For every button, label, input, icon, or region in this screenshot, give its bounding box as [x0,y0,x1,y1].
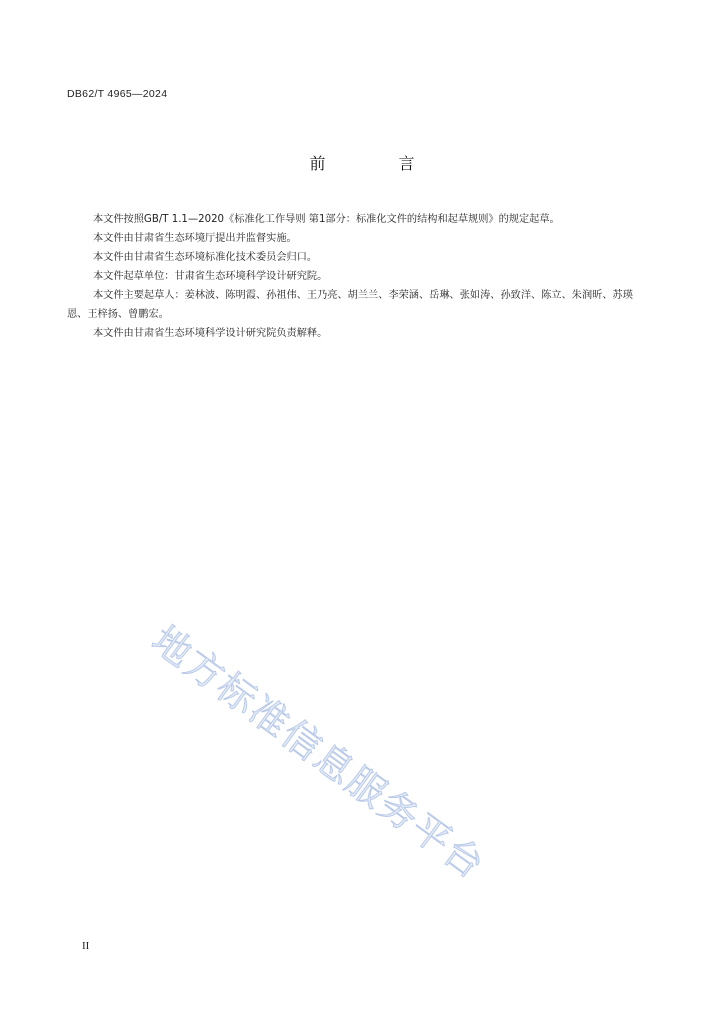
paragraph-centralized-unit: 本文件由甘肃省生态环境标准化技术委员会归口。 [93,252,318,263]
paragraph-interpretation: 本文件由甘肃省生态环境科学设计研究院负责解释。 [93,328,328,339]
paragraph-drafting-rules: 本文件按照GB/T 1.1—2020《标准化工作导则 第1部分：标准化文件的结构和起草规则》的规定起草。 [93,214,560,225]
paragraph-main-drafters: 本文件主要起草人：姜林波、陈明霞、孙祖伟、王乃亮、胡兰兰、李荣涵、岳琳、张如涛、孙致洋、陈立、朱润昕、苏瑛恩、王梓扬、曾鹏宏。 [67,290,633,320]
paragraph-drafting-unit: 本文件起草单位：甘肃省生态环境科学设计研究院。 [93,271,328,282]
page-title: 前 言 [309,154,449,173]
standard-code: DB62/T 4965—2024 [67,88,168,100]
page-number: II [82,940,90,952]
watermark-text: 地方标准信息服务平台 [143,617,494,889]
paragraph-proposer: 本文件由甘肃省生态环境厅提出并监督实施。 [93,233,297,244]
foreword-body [67,210,635,343]
